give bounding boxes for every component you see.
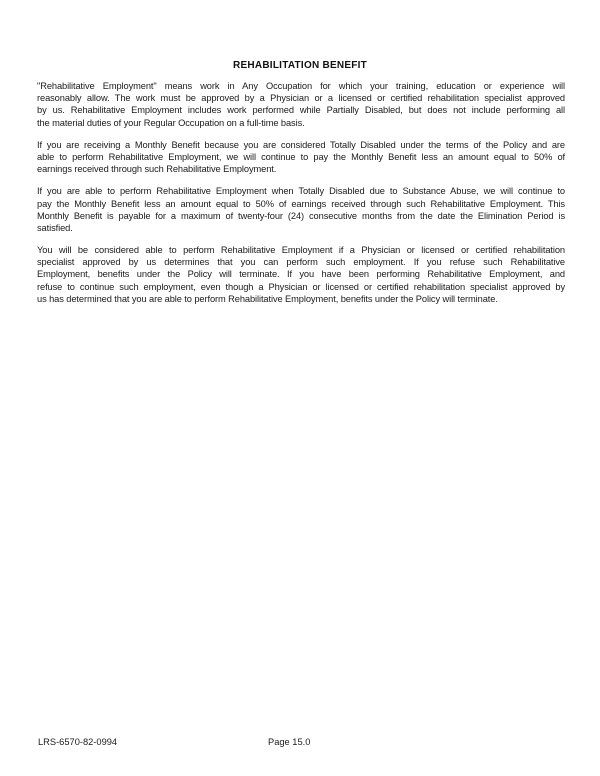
text-line: Employment, benefits under the Policy will terminate. If you have been performing Rehabilitative Employment, and (37, 269, 565, 280)
form-number: LRS-6570-82-0994 (38, 737, 118, 747)
footer (0, 736, 600, 750)
text-line: You will be considered able to perform Rehabilitative Employment if a Physician or licensed or certified rehabilitation (37, 245, 565, 256)
paragraph (37, 185, 565, 234)
text-line: specialist approved by us determines that you can perform such employment. If you refuse such Rehabilitative (37, 257, 565, 268)
text-line: If you are receiving a Monthly Benefit because you are considered Totally Disabled under the terms of the Policy and are (37, 139, 565, 150)
body-text (37, 80, 565, 315)
text-line: earnings received through such Rehabilitative Employment. (37, 164, 277, 175)
paragraph (37, 244, 565, 305)
text-line: "Rehabilitative Employment" means work in Any Occupation for which your training, education or experience will (37, 81, 565, 91)
text-line: pay the Monthly Benefit less an amount equal to 50% of earnings received through such Rehabilitative Employment. This (37, 198, 565, 209)
text-line: reasonably allow. The work must be approved by a Physician or a licensed or certified rehabilitation specialist approved (37, 93, 565, 104)
paragraph (37, 139, 565, 176)
text-line: the material duties of your Regular Occupation on a full-time basis. (37, 117, 305, 128)
text-line: us has determined that you are able to perform Rehabilitative Employment, benefits under the Policy will terminate. (37, 293, 498, 304)
text-line: refuse to continue such employment, even though a Physician or licensed or certified rehabilitation specialist approved by (37, 281, 565, 292)
page-number: Page 15.0 (268, 737, 311, 747)
text-line: able to perform Rehabilitative Employment, we will continue to pay the Monthly Benefit less an amount equal to 50% of (37, 151, 565, 162)
text-line: If you are able to perform Rehabilitative Employment when Totally Disabled due to Substance Abuse, we will continue to (37, 186, 565, 197)
text-line: Monthly Benefit is payable for a maximum of twenty-four (24) consecutive months from the date the Elimination Period is (37, 210, 565, 221)
text-line: satisfied. (37, 222, 73, 233)
page-title: REHABILITATION BENEFIT (232, 60, 367, 71)
paragraph (37, 80, 565, 129)
text-line: by us. Rehabilitative Employment includes work performed while Partially Disabled, but does not include performing all (37, 105, 565, 116)
